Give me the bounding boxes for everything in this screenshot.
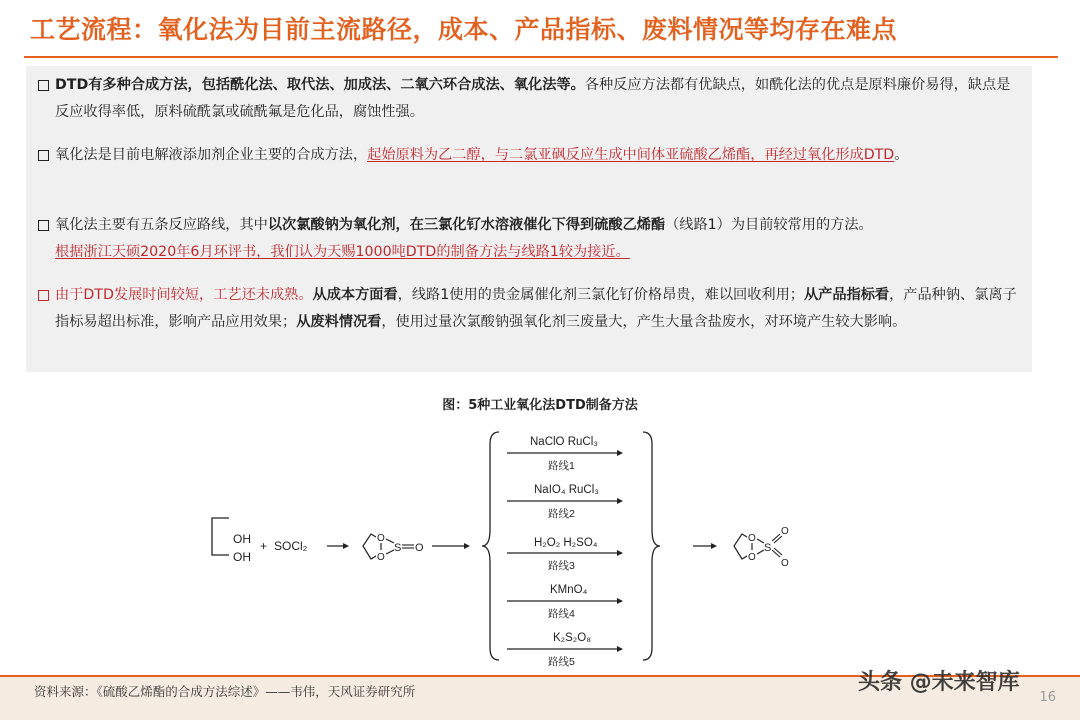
reagent-socl2: SOCl₂ [274,539,308,553]
route-3-reagents: H₂O₂ H₂SO₄ [534,537,598,549]
bullet-4-red: 由于DTD发展时间较短，工艺还未成熟。 [55,287,313,303]
route-3-label: 路线3 [548,560,575,572]
arrow-2 [432,543,470,549]
intermediate-s: S [394,542,402,554]
route-1-label: 路线1 [548,460,575,472]
checkbox-bullet-icon [38,220,49,231]
reactant-oh-bottom: OH [233,550,251,564]
checkbox-bullet-icon [38,150,49,161]
bullet-2-underlined: 起始原料为乙二醇，与二氯亚砜反应生成中间体亚硫酸乙烯酯，再经过氧化形成DTD [367,147,895,163]
route-5-reagents: K₂S₂O₈ [553,632,591,644]
bullet-4 [38,282,1024,336]
bullet-3-bold: 以次氯酸钠为氧化剂，在三氯化钌水溶液催化下得到硫酸乙烯酯 [267,217,666,233]
route-1-reagents: NaClO RuCl₃ [530,436,598,448]
product-s: S [764,542,772,554]
source-note: 资料来源：《硫酸乙烯酯的合成方法综述》——韦伟，天风证券研究所 [34,684,416,699]
checkbox-bullet-icon [38,290,49,301]
reactant-oh-top: OH [233,532,251,546]
intermediate-ethylene-sulfite [363,531,424,563]
bullet-2-end: 。 [894,147,909,163]
bullet-4-bold1: 从成本方面看 [312,287,398,303]
product-o-double-top: O [781,526,789,537]
bullet-4-text3: ，使用过量次氯酸钠强氧化剂三废量大，产生大量含盐废水，对环境产生较大影响。 [381,314,907,330]
left-brace [482,432,499,660]
route-4-reagents: KMnO₄ [550,584,588,596]
right-brace [643,432,660,660]
reaction-diagram [0,420,1080,670]
product-o-bottom: O [748,552,756,563]
route-5-label: 路线5 [548,656,575,668]
route-4-label: 路线4 [548,608,575,620]
route-5 [507,632,623,668]
bullet-2-text: 氧化法是目前电解液添加剂企业主要的合成方法， [55,147,368,163]
product-o-double-bottom: O [781,558,789,569]
bullet-3-underlined: 根据浙江天硕2020年6月环评书，我们认为天赐1000吨DTD的制备方法与线路1较为接近。 [55,244,630,260]
bullet-3-text2: （线路1）为目前较常用的方法。 [665,217,873,233]
figure-title: 图：5种工业氧化法DTD制备方法 [442,398,638,413]
ethylene-glycol [212,518,251,564]
summary-panel [26,66,1032,372]
bullet-1-text: 各种反应方法都有优缺点，如酰化法的优点是原料廉价易得，缺点是反应收得率低，原料硫酰氯或硫酰氟是危化品，腐蚀性强。 [55,77,1011,120]
bullet-1 [38,72,1024,126]
route-2 [507,484,623,520]
page-number: 16 [1039,690,1056,705]
arrow-3 [693,543,717,549]
intermediate-o-top: O [377,533,385,544]
intermediate-o-bottom: O [377,552,385,563]
route-1 [507,436,623,472]
route-3 [507,537,623,572]
product-dtd [734,526,789,569]
page-title: 工艺流程：氧化法为目前主流路径，成本、产品指标、废料情况等均存在难点 [30,15,898,44]
bullet-4-text1: ，线路1使用的贵金属催化剂三氯化钌价格昂贵，难以回收利用； [397,287,804,303]
bullet-2 [38,142,1024,169]
bullet-3 [38,212,1024,266]
route-2-reagents: NaIO₄ RuCl₃ [534,484,599,496]
watermark: 头条 @未来智库 [858,670,1020,695]
plus-sign: + [260,539,268,553]
checkbox-bullet-icon [38,80,49,91]
intermediate-o-double: O [415,542,424,554]
bullet-3-text1: 氧化法主要有五条反应路线，其中 [55,217,268,233]
route-4 [507,584,623,620]
route-2-label: 路线2 [548,508,575,520]
arrow-1 [327,543,349,549]
product-o-top: O [748,533,756,544]
bullet-4-text2: ，产品种钠、氯离子指标易超出标准，影响产品应用效果； [55,287,1017,330]
bullet-1-bold: DTD有多种合成方法，包括酰化法、取代法、加成法、二氧六环合成法、氧化法等。 [55,77,585,93]
bullet-4-bold3: 从废料情况看 [296,314,382,330]
bullet-4-bold2: 从产品指标看 [803,287,890,303]
title-divider [24,56,1058,58]
